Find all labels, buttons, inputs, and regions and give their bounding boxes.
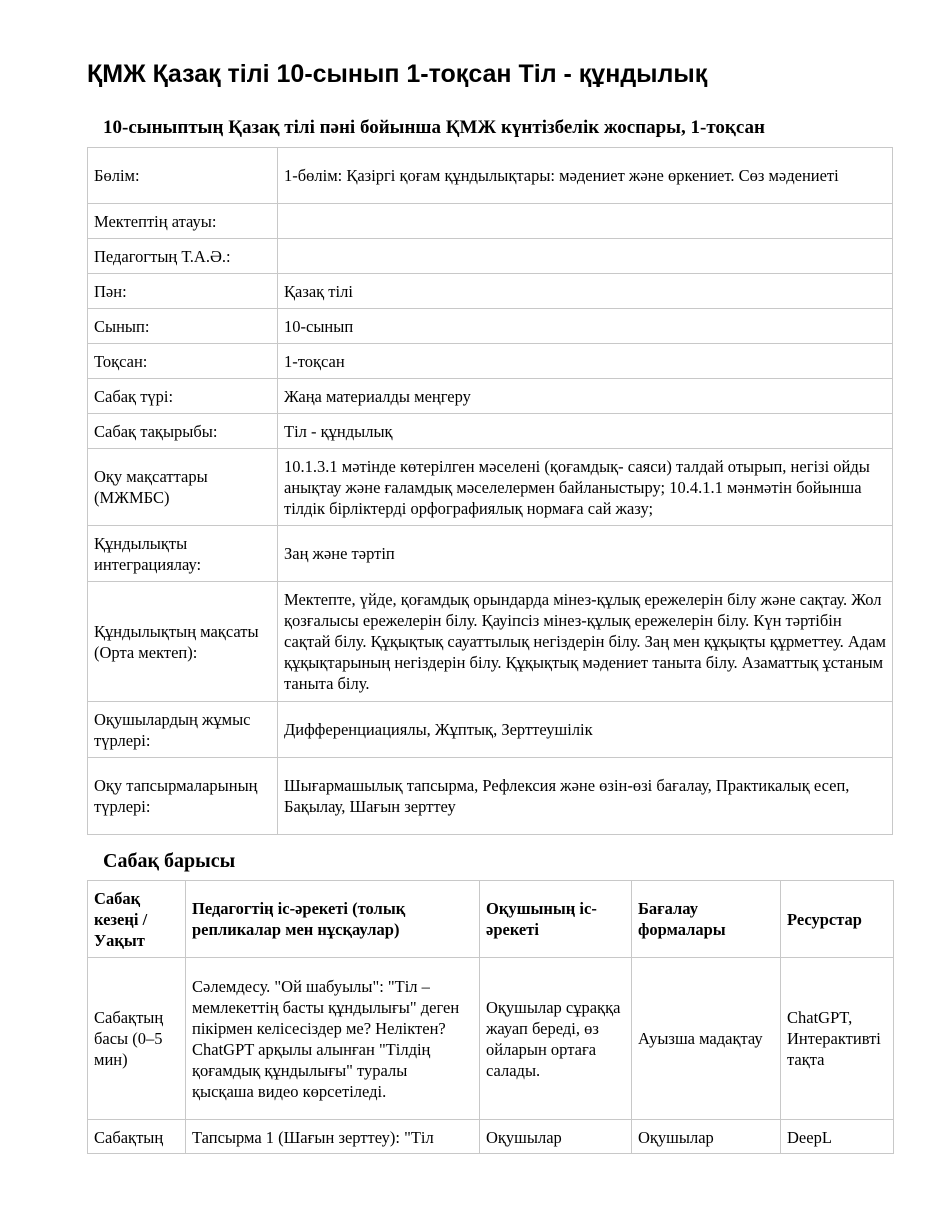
table-row (88, 414, 893, 449)
table-cell: DeepL (781, 1120, 894, 1154)
info-label: Педагогтың Т.А.Ә.: (88, 239, 278, 274)
info-value: 1-тоқсан (278, 344, 893, 379)
table-cell: Сабақтың басы (0–5 мин) (88, 958, 186, 1120)
info-label: Мектептің атауы: (88, 204, 278, 239)
info-value: 1-бөлім: Қазіргі қоғам құндылықтары: мәдениет және өркениет. Сөз мәдениеті (278, 148, 893, 204)
table-row (88, 379, 893, 414)
table-cell: Оқушылар сұраққа жауап береді, өз ойларын ортаға салады. (480, 958, 632, 1120)
info-value: Заң және тәртіп (278, 526, 893, 582)
info-value: Тіл - құндылық (278, 414, 893, 449)
table-cell: Оқушылар (632, 1120, 781, 1154)
info-label: Сынып: (88, 309, 278, 344)
table-row (88, 344, 893, 379)
info-value: 10-сынып (278, 309, 893, 344)
info-label: Тоқсан: (88, 344, 278, 379)
table-row (88, 274, 893, 309)
table-cell: ChatGPT, Интерактивті тақта (781, 958, 894, 1120)
info-label: Бөлім: (88, 148, 278, 204)
info-label: Оқу мақсаттары (МЖМБС) (88, 449, 278, 526)
section-title: Сабақ барысы (103, 850, 236, 872)
lesson-info-table (87, 147, 893, 835)
info-label: Сабақ тақырыбы: (88, 414, 278, 449)
info-value (278, 239, 893, 274)
column-header: Бағалау формалары (632, 881, 781, 958)
column-header: Педагогтің іс-әрекеті (толық репликалар мен нұсқаулар) (186, 881, 480, 958)
table-row (88, 958, 894, 1120)
table-row (88, 526, 893, 582)
table-row (88, 702, 893, 758)
table-row (88, 204, 893, 239)
table-row (88, 758, 893, 835)
table-cell: Ауызша мадақтау (632, 958, 781, 1120)
table-row (88, 239, 893, 274)
info-label: Пән: (88, 274, 278, 309)
info-value: 10.1.3.1 мәтінде көтерілген мәселені (қоғамдық- саяси) талдай отырып, негізі ойды анықтау және ғаламдық мәселелермен байланыстыру; 10.4.1.1 мәнмәтін бойынша тілдік бірліктерді орфографиялық нормаға сай жазу; (278, 449, 893, 526)
table-row (88, 582, 893, 702)
info-value (278, 204, 893, 239)
table-row (88, 309, 893, 344)
column-header: Оқушының іс-әрекеті (480, 881, 632, 958)
table-cell: Сабақтың (88, 1120, 186, 1154)
table-cell: Сәлемдесу. "Ой шабуылы": "Тіл – мемлекеттің басты құндылығы" деген пікірмен келісесіздер ме? Неліктен? ChatGPT арқылы алынған "Тілдің қоғамдық құндылығы" туралы қысқаша видео көрсетіледі. (186, 958, 480, 1120)
info-label: Құндылықтың мақсаты (Орта мектеп): (88, 582, 278, 702)
info-label: Сабақ түрі: (88, 379, 278, 414)
info-label: Оқу тапсырмаларының түрлері: (88, 758, 278, 835)
table-row (88, 449, 893, 526)
info-value: Мектепте, үйде, қоғамдық орындарда мінез-құлық ережелерін білу және сақтау. Жол қозғалысы ережелерін білу. Қауіпсіз мінез-құлық ережелерін білу. Күн тәртібін сақтай білу. Құқықтық сауаттылық негіздерін білу. Заң мен құқықты құрметтеу. Адам құқықтарының негіздерін білу. Құқықтық мәдениет таныта білу. Азаматтық ұстаным таныта білу. (278, 582, 893, 702)
table-row (88, 148, 893, 204)
document-title: ҚМЖ Қазақ тілі 10-сынып 1-тоқсан Тіл - құндылық (87, 60, 708, 88)
info-value: Жаңа материалды меңгеру (278, 379, 893, 414)
info-label: Оқушылардың жұмыс түрлері: (88, 702, 278, 758)
lesson-flow-table (87, 880, 894, 1154)
table-cell: Оқушылар (480, 1120, 632, 1154)
plan-subtitle: 10-сыныптың Қазақ тілі пәні бойынша ҚМЖ күнтізбелік жоспары, 1-тоқсан (103, 117, 765, 138)
column-header: Сабақ кезеңі / Уақыт (88, 881, 186, 958)
info-value: Шығармашылық тапсырма, Рефлексия және өзін-өзі бағалау, Практикалық есеп, Бақылау, Шағын зерттеу (278, 758, 893, 835)
column-header: Ресурстар (781, 881, 894, 958)
table-header-row (88, 881, 894, 958)
info-label: Құндылықты интеграциялау: (88, 526, 278, 582)
info-value: Қазақ тілі (278, 274, 893, 309)
table-row (88, 1120, 894, 1154)
table-cell: Тапсырма 1 (Шағын зерттеу): "Тіл (186, 1120, 480, 1154)
info-value: Дифференциациялы, Жұптық, Зерттеушілік (278, 702, 893, 758)
